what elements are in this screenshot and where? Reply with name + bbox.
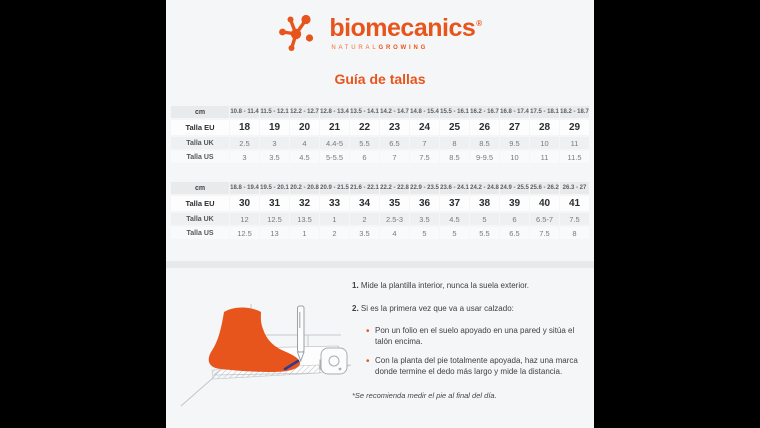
- size-cell: 30: [230, 196, 259, 211]
- size-cell: 23.6 - 24.1: [440, 182, 469, 194]
- size-cell: 12.2 - 12.7: [290, 106, 319, 118]
- size-cell: 25.6 - 26.2: [530, 182, 559, 194]
- size-cell: 11.5: [560, 151, 589, 163]
- size-cell: 20.2 - 20.8: [290, 182, 319, 194]
- row-us: [171, 151, 589, 163]
- size-cell: 14.8 - 15.4: [410, 106, 439, 118]
- size-cell: 13: [260, 227, 289, 239]
- size-cell: 6: [350, 151, 379, 163]
- size-cell: 18.8 - 19.4: [230, 182, 259, 194]
- size-cell: 21: [320, 120, 349, 135]
- size-cell: 5: [440, 227, 469, 239]
- size-cell: 40: [530, 196, 559, 211]
- size-cell: 4.5: [290, 151, 319, 163]
- size-cell: 15.5 - 16.1: [440, 106, 469, 118]
- size-cell: 21.6 - 22.1: [350, 182, 379, 194]
- size-cell: 7.5: [530, 227, 559, 239]
- instruction-item-1: [352, 281, 590, 292]
- size-cell: 7: [410, 137, 439, 149]
- size-cell: 1: [320, 213, 349, 225]
- size-cell: 16.8 - 17.4: [500, 106, 529, 118]
- size-cell: 20: [290, 120, 319, 135]
- size-cell: 2.5-3: [380, 213, 409, 225]
- size-cell: 24.2 - 24.8: [470, 182, 499, 194]
- size-cell: 4.4-5: [320, 137, 349, 149]
- size-cell: 6.5: [500, 227, 529, 239]
- row-label-cm: cm: [171, 106, 229, 118]
- size-cell: 12.5: [260, 213, 289, 225]
- size-cell: 6.5: [380, 137, 409, 149]
- size-cell: 9-9.5: [470, 151, 499, 163]
- tagline-natural: NATURAL: [331, 44, 379, 51]
- row-label-uk: Talla UK: [171, 213, 229, 225]
- size-cell: 6: [500, 213, 529, 225]
- size-cell: 7: [380, 151, 409, 163]
- size-cell: 39: [500, 196, 529, 211]
- size-cell: 20.9 - 21.5: [320, 182, 349, 194]
- size-cell: 12.5: [230, 227, 259, 239]
- instruction-bullet: • Pon un folio en el suelo apoyado en una pared y sitúa el talón encima.: [366, 326, 590, 347]
- size-cell: 22.9 - 23.5: [410, 182, 439, 194]
- registered-mark: ®: [476, 18, 482, 28]
- item-2-text: Si es la primera vez que va a usar calzado:: [358, 303, 514, 313]
- size-cell: 11.5 - 12.1: [260, 106, 289, 118]
- size-cell: 12.8 - 13.4: [320, 106, 349, 118]
- size-cell: 3.5: [410, 213, 439, 225]
- size-cell: 14.2 - 14.7: [380, 106, 409, 118]
- size-cell: 5-5.5: [320, 151, 349, 163]
- size-cell: 13.5 - 14.1: [350, 106, 379, 118]
- brand-logo: [166, 13, 594, 53]
- size-cell: 8.5: [470, 137, 499, 149]
- size-table-big: [170, 180, 590, 241]
- row-label-uk: Talla UK: [171, 137, 229, 149]
- row-cm: [171, 106, 589, 118]
- size-cell: 41: [560, 196, 589, 211]
- brand-tagline: [329, 45, 481, 51]
- pen-icon: [298, 306, 305, 361]
- splash-logo-icon: [278, 13, 320, 53]
- size-cell: 4: [290, 137, 319, 149]
- foot-silhouette: [209, 308, 300, 373]
- size-cell: 31: [260, 196, 289, 211]
- row-label-eu: Talla EU: [171, 196, 229, 211]
- size-cell: 4: [380, 227, 409, 239]
- row-label-us: Talla US: [171, 227, 229, 239]
- size-cell: 2: [320, 227, 349, 239]
- size-cell: 3.5: [260, 151, 289, 163]
- size-table-small: [170, 104, 590, 165]
- size-cell: 3: [260, 137, 289, 149]
- page-title: Guía de tallas: [334, 71, 426, 87]
- size-cell: 25: [440, 120, 469, 135]
- size-cell: 2.5: [230, 137, 259, 149]
- size-cell: 12: [230, 213, 259, 225]
- size-cell: 8: [560, 227, 589, 239]
- size-cell: 2: [350, 213, 379, 225]
- row-label-us: Talla US: [171, 151, 229, 163]
- size-cell: 24.9 - 25.5: [500, 182, 529, 194]
- size-cell: 32: [290, 196, 319, 211]
- row-us: [171, 227, 589, 239]
- size-cell: 8: [440, 137, 469, 149]
- size-cell: 11: [530, 151, 559, 163]
- size-cell: 36: [410, 196, 439, 211]
- item-2-number: 2.: [352, 303, 359, 313]
- size-cell: 18.2 - 18.7: [560, 106, 589, 118]
- brand-name: biomecanics®: [329, 13, 482, 42]
- size-cell: 17.5 - 18.1: [530, 106, 559, 118]
- size-cell: 23: [380, 120, 409, 135]
- size-cell: 10: [500, 151, 529, 163]
- instruction-bullets: [352, 326, 590, 377]
- size-cell: 3: [230, 151, 259, 163]
- size-cell: 19: [260, 120, 289, 135]
- size-cell: 28: [530, 120, 559, 135]
- size-cell: 24: [410, 120, 439, 135]
- size-cell: 5.5: [470, 227, 499, 239]
- size-cell: 10: [530, 137, 559, 149]
- instruction-bullet: • Con la planta del pie totalmente apoyada, haz una marca donde termine el dedo más largo y mide la distancia.: [366, 356, 590, 377]
- tape-measure-icon: [320, 348, 347, 374]
- size-cell: 11: [560, 137, 589, 149]
- size-cell: 3.5: [350, 227, 379, 239]
- size-cell: 35: [380, 196, 409, 211]
- size-cell: 27: [500, 120, 529, 135]
- instructions-block: [352, 281, 590, 401]
- row-label-cm: cm: [171, 182, 229, 194]
- tagline-growing: GROWING: [378, 44, 429, 51]
- size-cell: 33: [320, 196, 349, 211]
- size-cell: 26: [470, 120, 499, 135]
- size-cell: 6.5-7: [530, 213, 559, 225]
- row-label-eu: Talla EU: [171, 120, 229, 135]
- size-guide-panel: [166, 0, 594, 428]
- row-eu: [171, 196, 589, 211]
- size-cell: 9.5: [500, 137, 529, 149]
- size-cell: 37: [440, 196, 469, 211]
- instruction-item-2: [352, 304, 590, 315]
- size-cell: 34: [350, 196, 379, 211]
- size-cell: 18: [230, 120, 259, 135]
- size-cell: 7.5: [410, 151, 439, 163]
- size-cell: 22: [350, 120, 379, 135]
- item-1-number: 1.: [352, 281, 359, 290]
- size-cell: 8.5: [440, 151, 469, 163]
- section-divider: [166, 261, 594, 268]
- size-cell: 38: [470, 196, 499, 211]
- size-cell: 7.5: [560, 213, 589, 225]
- size-cell: 4.5: [440, 213, 469, 225]
- size-cell: 10.8 - 11.4: [230, 106, 259, 118]
- size-cell: 19.5 - 20.1: [260, 182, 289, 194]
- size-cell: 16.2 - 16.7: [470, 106, 499, 118]
- size-cell: 13.5: [290, 213, 319, 225]
- foot-measuring-illustration: [178, 282, 354, 414]
- size-cell: 5: [470, 213, 499, 225]
- row-uk: [171, 137, 589, 149]
- row-cm: [171, 182, 589, 194]
- size-cell: 5.5: [350, 137, 379, 149]
- size-cell: 5: [410, 227, 439, 239]
- row-eu: [171, 120, 589, 135]
- size-cell: 1: [290, 227, 319, 239]
- item-1-text: Mide la plantilla interior, nunca la suela exterior.: [358, 281, 529, 290]
- footnote: *Se recomienda medir el pie al final del día.: [352, 391, 497, 401]
- size-cell: 29: [560, 120, 589, 135]
- size-cell: 26.3 - 27: [560, 182, 589, 194]
- size-cell: 22.2 - 22.8: [380, 182, 409, 194]
- row-uk: [171, 213, 589, 225]
